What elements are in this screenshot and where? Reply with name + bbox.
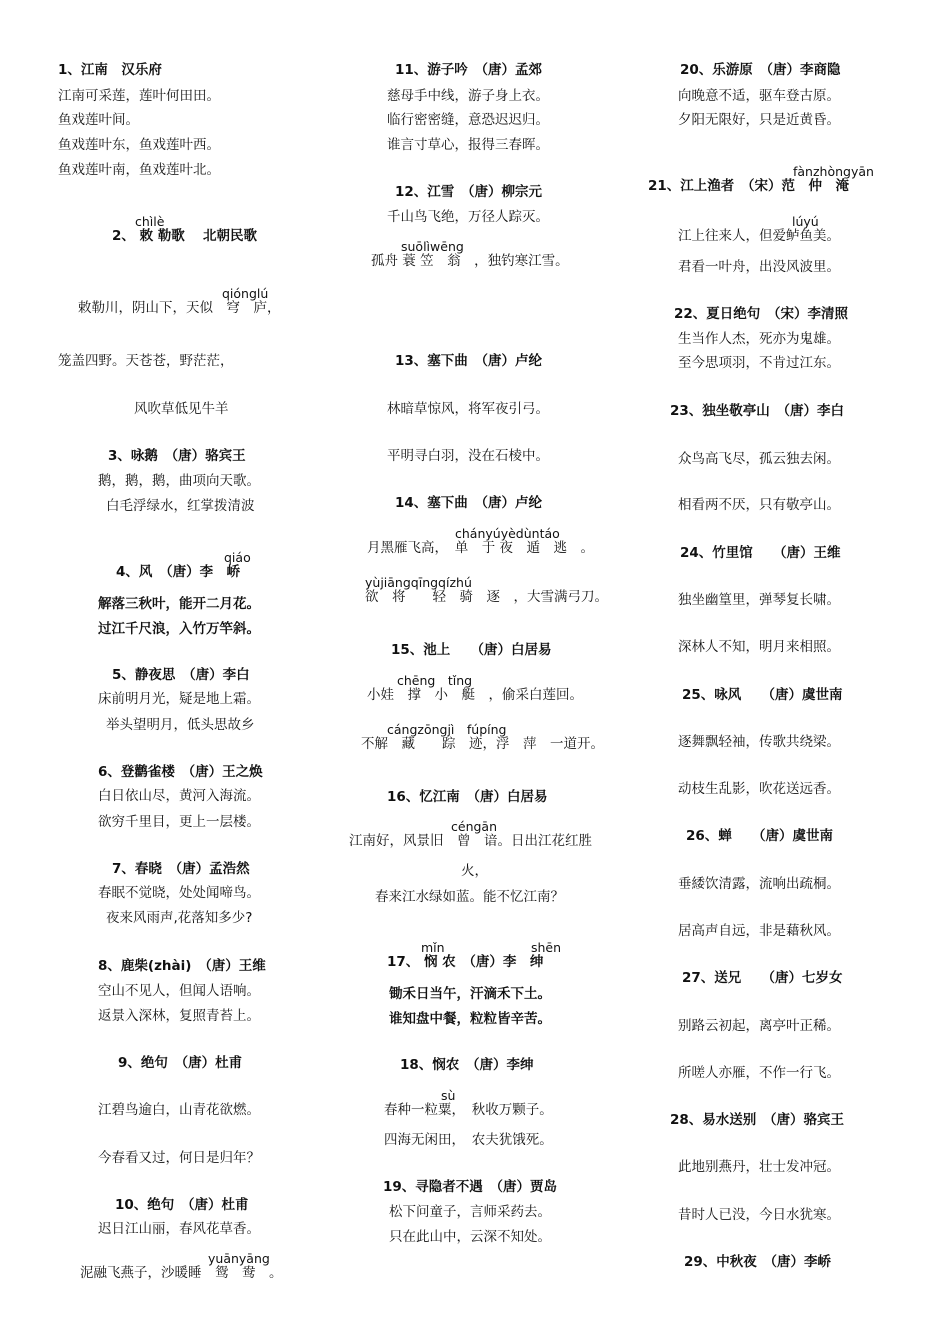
poem-title: 10、绝句 （唐）杜甫 — [115, 1197, 249, 1213]
poem-title: 20、乐游原 （唐）李商隐 — [680, 62, 841, 78]
poem-line: 返景入深林，复照青苔上。 — [98, 1008, 260, 1024]
poem-line: 举头望明月，低头思故乡 — [106, 717, 255, 733]
poem-line: 泥融飞燕子，沙暖睡 鸳 鸯 。 — [80, 1265, 283, 1281]
poem-line: 平明寻白羽，没在石棱中。 — [387, 448, 549, 464]
poem-title: 13、塞下曲 （唐）卢纶 — [395, 353, 543, 369]
poem-title: 18、悯农 （唐）李绅 — [400, 1057, 534, 1073]
poem-line: 白日依山尽，黄河入海流。 — [98, 788, 260, 804]
poem-title: 22、夏日绝句 （宋）李清照 — [674, 306, 849, 322]
pinyin: sù — [441, 1088, 456, 1103]
poem-line: 空山不见人，但闻人语响。 — [98, 983, 260, 999]
poem-line: 江南可采莲，莲叶何田田。 — [58, 88, 220, 104]
poem-title: 2、 敕 勒歌 北朝民歌 — [112, 228, 257, 244]
poem-line: 鱼戏莲叶间。 — [58, 112, 139, 128]
poem-line: 所嗟人亦雁，不作一行飞。 — [678, 1065, 840, 1081]
pinyin: qiáo — [224, 550, 251, 565]
poem-line: 春眠不觉晓，处处闻啼鸟。 — [98, 885, 260, 901]
poem-line: 春种一粒粟， 秋收万颗子。 — [384, 1102, 553, 1118]
poem-title: 8、鹿柴(zhài) （唐）王维 — [98, 958, 266, 974]
pinyin: fànzhòngyān — [793, 164, 874, 179]
poem-title: 4、风 （唐）李 峤 — [116, 564, 241, 580]
poem-line: 江碧鸟逾白，山青花欲燃。 — [98, 1102, 260, 1118]
poem-title: 19、寻隐者不遇 （唐）贾岛 — [383, 1179, 558, 1195]
poem-line: 解落三秋叶，能开二月花。 — [98, 596, 260, 612]
poem-line: 火， — [461, 863, 488, 879]
poem-line: 向晚意不适，驱车登古原。 — [678, 88, 840, 104]
poem-line: 动枝生乱影，吹花送远香。 — [678, 781, 840, 797]
poem-title: 21、江上渔者 （宋）范 仲 淹 — [648, 178, 850, 194]
poem-line: 小娃 撑 小 艇 ，偷采白莲回。 — [367, 687, 583, 703]
pinyin: mǐn — [421, 940, 445, 955]
poem-line: 生当作人杰，死亦为鬼雄。 — [678, 331, 840, 347]
pinyin: lúyú — [792, 214, 819, 229]
poem-line: 今春看又过，何日是归年？ — [98, 1150, 260, 1166]
poem-title: 15、池上 （唐）白居易 — [391, 642, 552, 658]
poem-title: 23、独坐敬亭山 （唐）李白 — [670, 403, 845, 419]
poem-line: 垂緌饮清露，流响出疏桐。 — [678, 876, 840, 892]
pinyin: céngān — [451, 819, 498, 834]
poem-line: 逐舞飘轻袖，传歌共绕梁。 — [678, 734, 840, 750]
poem-line: 千山鸟飞绝，万径人踪灭。 — [387, 209, 549, 225]
poem-line: 夕阳无限好，只是近黄昏。 — [678, 112, 840, 128]
poem-line: 君看一叶舟，出没风波里。 — [678, 259, 840, 275]
poem-line: 月黑雁飞高， 单 于 夜 遁 逃 。 — [367, 540, 595, 556]
poem-title: 9、绝句 （唐）杜甫 — [118, 1055, 243, 1071]
poem-title: 1、江南 汉乐府 — [58, 62, 162, 78]
poem-title: 24、竹里馆 （唐）王维 — [680, 545, 841, 561]
poem-line: 江上往来人，但爱鲈鱼美。 — [678, 228, 840, 244]
poem-line: 深林人不知，明月来相照。 — [678, 639, 840, 655]
poem-line: 过江千尺浪，入竹万竿斜。 — [98, 621, 260, 637]
poem-line: 风吹草低见牛羊 — [134, 401, 229, 417]
poem-line: 敕勒川，阴山下，天似 穹 庐， — [78, 300, 281, 316]
poem-title: 27、送兄 （唐）七岁女 — [682, 970, 843, 986]
pinyin: shēn — [531, 940, 562, 955]
poem-line: 笼盖四野。天苍苍，野茫茫， — [58, 353, 234, 369]
poem-title: 16、忆江南 （唐）白居易 — [387, 789, 548, 805]
poem-line: 谁知盘中餐，粒粒皆辛苦。 — [389, 1011, 551, 1027]
poem-title: 17、 悯 农 （唐）李 绅 — [387, 954, 544, 970]
poem-title: 6、登鹳雀楼 （唐）王之焕 — [98, 764, 263, 780]
poem-line: 春来江水绿如蓝。能不忆江南？ — [375, 889, 564, 905]
poem-line: 夜来风雨声,花落知多少? — [106, 910, 253, 926]
poem-line: 众鸟高飞尽，孤云独去闲。 — [678, 451, 840, 467]
poem-title: 12、江雪 （唐）柳宗元 — [395, 184, 543, 200]
poem-title: 29、中秋夜 （唐）李峤 — [684, 1254, 832, 1270]
poem-title: 11、游子吟 （唐）孟郊 — [395, 62, 543, 78]
poem-title: 5、静夜思 （唐）李白 — [112, 667, 250, 683]
poem-title: 14、塞下曲 （唐）卢纶 — [395, 495, 543, 511]
pinyin: suōlìwēng — [401, 239, 464, 254]
poem-line: 鱼戏莲叶东，鱼戏莲叶西。 — [58, 137, 220, 153]
poem-title: 25、咏风 （唐）虞世南 — [682, 687, 843, 703]
poem-line: 只在此山中，云深不知处。 — [389, 1229, 551, 1245]
poem-line: 慈母手中线，游子身上衣。 — [387, 88, 549, 104]
poem-line: 鱼戏莲叶南，鱼戏莲叶北。 — [58, 162, 220, 178]
poem-title: 26、蝉 （唐）虞世南 — [686, 828, 834, 844]
poem-title: 3、咏鹅 （唐）骆宾王 — [108, 448, 246, 464]
poem-line: 至今思项羽，不肯过江东。 — [678, 355, 840, 371]
poem-line: 床前明月光，疑是地上霜。 — [98, 691, 260, 707]
poem-line: 不解 藏 踪 迹，浮 萍 一道开。 — [361, 736, 604, 752]
poem-line: 居高声自远，非是藉秋风。 — [678, 923, 840, 939]
pinyin: yùjiāngqīngqízhú — [365, 575, 472, 590]
poem-line: 鹅，鹅，鹅，曲项向天歌。 — [98, 473, 260, 489]
poem-line: 独坐幽篁里，弹琴复长啸。 — [678, 592, 840, 608]
poem-line: 别路云初起，离亭叶正稀。 — [678, 1018, 840, 1034]
pinyin: chányúyèdùntáo — [455, 526, 560, 541]
poem-line: 锄禾日当午，汗滴禾下土。 — [389, 986, 551, 1002]
pinyin: chēng tǐng — [397, 673, 473, 688]
poem-line: 江南好，风景旧 曾 谙。日出江花红胜 — [349, 833, 592, 849]
poem-line: 迟日江山丽，春风花草香。 — [98, 1221, 260, 1237]
poem-line: 欲穷千里目，更上一层楼。 — [98, 814, 260, 830]
poem-title: 28、易水送别 （唐）骆宾王 — [670, 1112, 845, 1128]
pinyin: chìlè — [135, 214, 165, 229]
poem-line: 谁言寸草心，报得三春晖。 — [387, 137, 549, 153]
poem-line: 此地别燕丹，壮士发冲冠。 — [678, 1159, 840, 1175]
poem-line: 松下问童子，言师采药去。 — [389, 1204, 551, 1220]
poem-line: 林暗草惊风，将军夜引弓。 — [387, 401, 549, 417]
pinyin: cángzōngjì fúpíng — [387, 722, 507, 737]
pinyin: qiónglú — [222, 286, 269, 301]
poem-line: 相看两不厌，只有敬亭山。 — [678, 497, 840, 513]
poem-line: 白毛浮绿水，红掌拨清波 — [106, 498, 255, 514]
poem-line: 临行密密缝，意恐迟迟归。 — [387, 112, 549, 128]
poem-title: 7、春晓 （唐）孟浩然 — [112, 861, 250, 877]
poem-line: 孤舟 蓑 笠 翁 ，独钓寒江雪。 — [371, 253, 569, 269]
poem-line: 四海无闲田， 农夫犹饿死。 — [384, 1132, 553, 1148]
poem-line: 欲 将 轻 骑 逐 ，大雪满弓刀。 — [365, 589, 608, 605]
poem-line: 昔时人已没，今日水犹寒。 — [678, 1207, 840, 1223]
pinyin: yuānyāng — [208, 1251, 270, 1266]
